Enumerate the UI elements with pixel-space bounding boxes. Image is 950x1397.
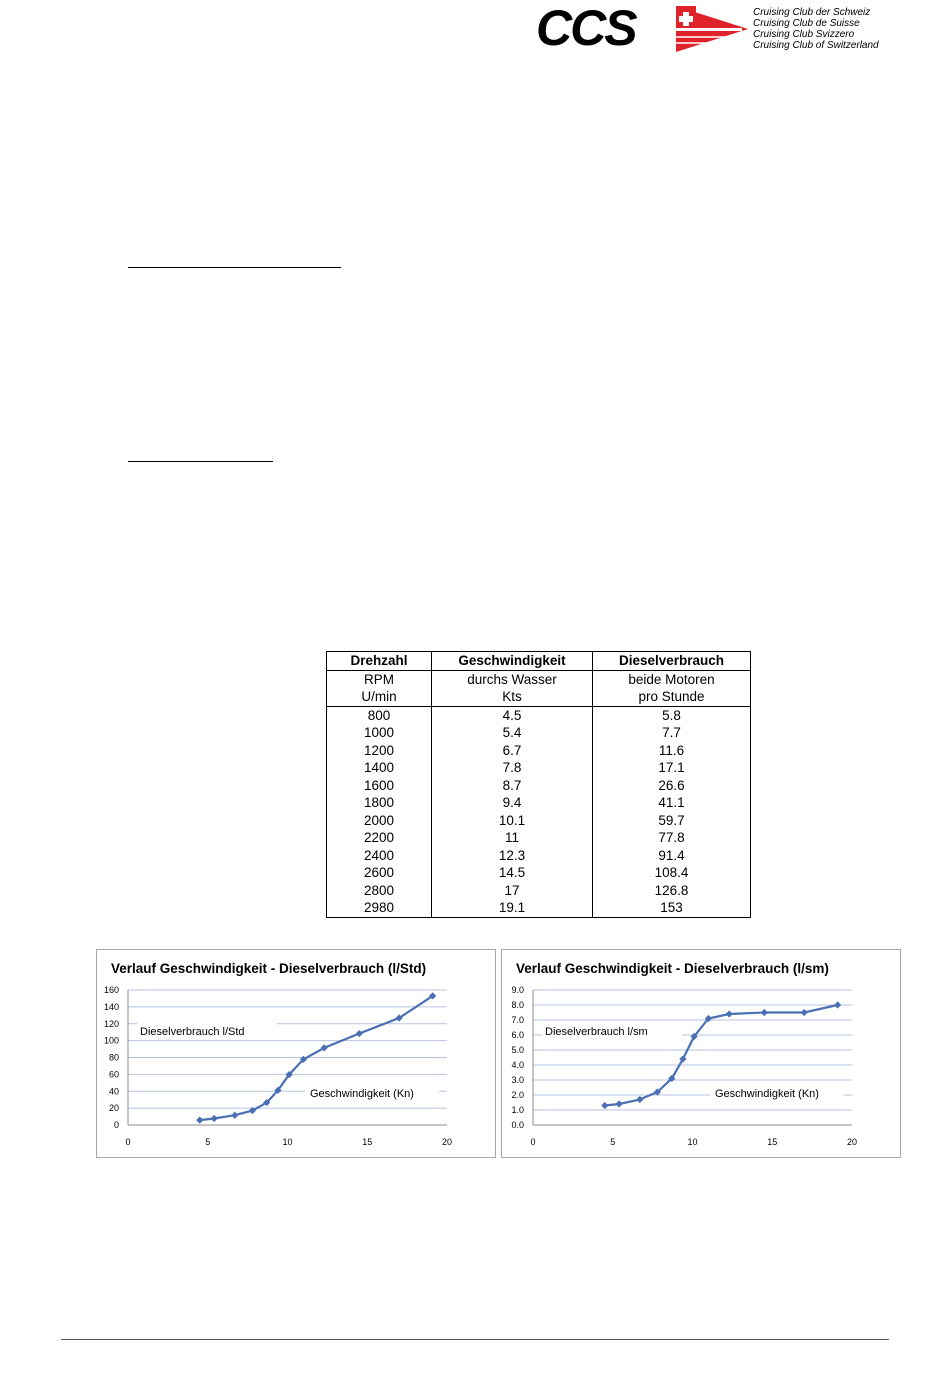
cell-speed: 6.7 [432,742,593,760]
cell-consumption: 126.8 [593,882,751,900]
cell-speed: 7.8 [432,759,593,777]
cell-speed: 19.1 [432,899,593,917]
footer-rule [61,1339,889,1340]
table-row [327,759,751,777]
cell-consumption: 7.7 [593,724,751,742]
y-tick-label: 100 [103,1035,119,1046]
cell-speed: 10.1 [432,812,593,830]
cell-speed: 14.5 [432,864,593,882]
logo-wordmark: CCS [536,0,636,56]
cell-speed: 17 [432,882,593,900]
y-tick-label: 40 [108,1086,119,1097]
y-tick-label: 7.0 [511,1015,524,1025]
subheader-cell: Kts [432,688,593,706]
heading-underline-2 [128,461,273,462]
cell-speed: 9.4 [432,794,593,812]
col-header-dieselverbrauch: Dieselverbrauch [593,652,751,671]
cell-speed: 5.4 [432,724,593,742]
ylabel-annotation: Dieselverbrauch l/Std [140,1026,245,1038]
cell-speed: 12.3 [432,847,593,865]
x-tick-label: 10 [687,1137,698,1147]
y-tick-label: 20 [108,1103,119,1114]
table-row [327,777,751,795]
ylabel-annotation: Dieselverbrauch l/sm [545,1026,648,1038]
data-point [616,1100,623,1107]
ccs-logo [536,0,896,56]
data-point [801,1009,808,1016]
cell-consumption: 153 [593,899,751,917]
cell-consumption: 91.4 [593,847,751,865]
xlabel-annotation: Geschwindigkeit (Kn) [310,1088,414,1100]
cell-consumption: 77.8 [593,829,751,847]
table-row [327,882,751,900]
club-name-de: Cruising Club der Schweiz [753,7,871,18]
cell-consumption: 59.7 [593,812,751,830]
table-row [327,706,751,724]
table-subheader-row [327,688,751,706]
chart-svg-per-hour [97,950,495,1157]
y-tick-label: 1.0 [511,1105,524,1115]
x-tick-label: 20 [846,1137,858,1147]
y-tick-label: 160 [103,985,119,995]
x-tick-label: 5 [205,1137,211,1147]
cell-rpm: 1800 [327,794,432,812]
x-tick-label: 10 [282,1137,293,1147]
cell-consumption: 11.6 [593,742,751,760]
subheader-cell: U/min [327,688,432,706]
y-tick-label: 0 [113,1120,119,1130]
chart-consumption-per-hour [96,949,496,1158]
x-tick-label: 20 [441,1137,453,1147]
cell-rpm: 2800 [327,882,432,900]
cell-rpm: 2400 [327,847,432,865]
club-names [753,7,879,51]
consumption-table [326,651,751,918]
x-tick-label: 15 [362,1137,373,1147]
x-tick-label: 0 [125,1137,131,1147]
cell-rpm: 1400 [327,759,432,777]
subheader-cell: RPM [327,670,432,688]
club-name-fr: Cruising Club de Suisse [753,18,860,29]
col-header-geschwindigkeit: Geschwindigkeit [432,652,593,671]
cell-rpm: 800 [327,706,432,724]
cell-consumption: 108.4 [593,864,751,882]
table-row [327,847,751,865]
cell-rpm: 1200 [327,742,432,760]
chart-consumption-per-mile [501,949,901,1158]
y-tick-label: 60 [108,1069,119,1080]
cell-rpm: 2000 [327,812,432,830]
table-row [327,829,751,847]
cell-consumption: 41.1 [593,794,751,812]
heading-underline-1 [128,267,341,268]
cell-rpm: 2600 [327,864,432,882]
y-tick-label: 80 [108,1052,119,1063]
data-point [231,1112,238,1119]
table-row [327,864,751,882]
table-row [327,812,751,830]
x-tick-label: 0 [530,1137,536,1147]
y-tick-label: 0.0 [511,1120,524,1130]
table-row [327,742,751,760]
subheader-cell: beide Motoren [593,670,751,688]
cell-rpm: 2980 [327,899,432,917]
x-tick-label: 15 [767,1137,778,1147]
data-point [211,1115,218,1122]
cell-speed: 4.5 [432,706,593,724]
data-point [761,1009,768,1016]
x-tick-label: 5 [610,1137,616,1147]
cell-consumption: 5.8 [593,706,751,724]
y-tick-label: 6.0 [511,1030,524,1040]
table-row [327,724,751,742]
y-tick-label: 2.0 [511,1090,524,1100]
cell-rpm: 1600 [327,777,432,795]
subheader-cell: durchs Wasser [432,670,593,688]
table-row [327,794,751,812]
data-point [726,1010,733,1017]
data-point [356,1030,363,1037]
cell-rpm: 2200 [327,829,432,847]
data-point [601,1102,608,1109]
table-subheader-row [327,670,751,688]
y-tick-label: 9.0 [511,985,524,995]
y-tick-label: 8.0 [511,1000,524,1010]
cell-speed: 8.7 [432,777,593,795]
chart-title: Verlauf Geschwindigkeit - Dieselverbrauch (l/sm) [516,961,829,976]
y-tick-label: 4.0 [511,1060,524,1070]
xlabel-annotation: Geschwindigkeit (Kn) [715,1088,819,1100]
chart-svg-per-mile [502,950,900,1157]
y-tick-label: 140 [103,1001,119,1012]
cell-consumption: 17.1 [593,759,751,777]
cell-rpm: 1000 [327,724,432,742]
table-header-row [327,652,751,671]
y-tick-label: 5.0 [511,1045,524,1055]
cell-consumption: 26.6 [593,777,751,795]
cell-speed: 11 [432,829,593,847]
club-name-en: Cruising Club of Switzerland [753,40,879,51]
col-header-drehzahl: Drehzahl [327,652,432,671]
swiss-pennant-icon [676,6,748,52]
chart-title: Verlauf Geschwindigkeit - Dieselverbrauch (l/Std) [111,961,427,976]
data-point [636,1096,643,1103]
data-point [834,1001,841,1008]
y-tick-label: 3.0 [511,1075,524,1085]
club-name-it: Cruising Club Svizzero [753,29,855,40]
y-tick-label: 120 [103,1018,119,1029]
data-point [196,1117,203,1124]
table-row [327,899,751,917]
subheader-cell: pro Stunde [593,688,751,706]
